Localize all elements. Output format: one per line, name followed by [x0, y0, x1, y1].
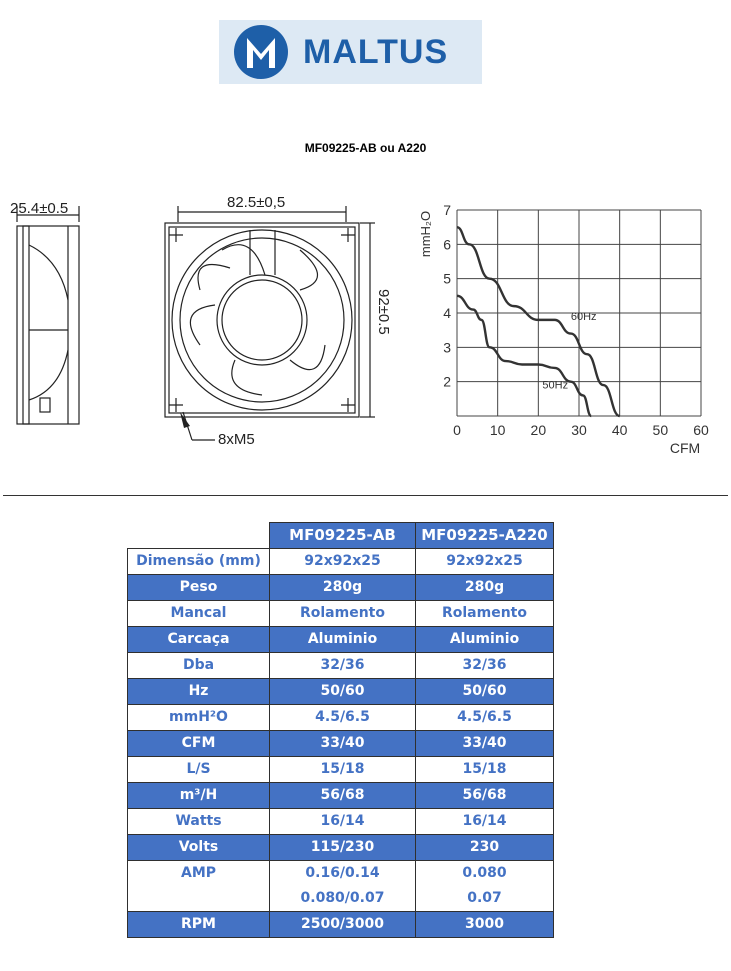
- fan-side-view: [17, 206, 79, 424]
- table-cell: 0.080/0.07: [270, 886, 416, 912]
- row-label: m³/H: [128, 783, 270, 809]
- row-label: [128, 886, 270, 912]
- table-cell: 92x92x25: [270, 549, 416, 575]
- series-label: 50Hz: [542, 379, 569, 392]
- x-tick-label: 0: [453, 422, 461, 438]
- x-axis-label: CFM: [669, 440, 701, 456]
- table-cell: 56/68: [270, 783, 416, 809]
- table-cell: 0.07: [416, 886, 554, 912]
- row-label: Hz: [128, 679, 270, 705]
- table-header-cell: MF09225-AB: [270, 523, 416, 549]
- table-cell: 56/68: [416, 783, 554, 809]
- table-cell: 4.5/6.5: [270, 705, 416, 731]
- screw-label: 8xM5: [218, 431, 255, 448]
- row-label: Dimensão (mm): [128, 549, 270, 575]
- fan-front-view: [165, 206, 375, 440]
- table-cell: 92x92x25: [416, 549, 554, 575]
- table-cell: Aluminio: [416, 627, 554, 653]
- table-cell: 0.16/0.14: [270, 861, 416, 887]
- table-cell: Rolamento: [270, 601, 416, 627]
- table-cell: 280g: [270, 575, 416, 601]
- row-label: Mancal: [128, 601, 270, 627]
- y-tick-label: 7: [443, 202, 451, 218]
- x-tick-label: 60: [693, 422, 709, 438]
- table-cell: 230: [416, 835, 554, 861]
- y-tick-label: 4: [443, 305, 451, 321]
- table-cell: 2500/3000: [270, 912, 416, 938]
- technical-drawing: [0, 185, 731, 475]
- x-tick-label: 30: [571, 422, 587, 438]
- table-corner: [128, 523, 270, 549]
- table-row: [128, 627, 554, 653]
- document-title: MF09225-AB ou A220: [304, 141, 427, 155]
- table-cell: 4.5/6.5: [416, 705, 554, 731]
- table-cell: 50/60: [270, 679, 416, 705]
- table-row: [128, 835, 554, 861]
- table-row: [128, 757, 554, 783]
- side-dimension-label: 25.4±0.5: [10, 200, 69, 217]
- table-row: [128, 783, 554, 809]
- row-label: Peso: [128, 575, 270, 601]
- table-cell: 0.080: [416, 861, 554, 887]
- table-cell: 3000: [416, 912, 554, 938]
- table-row: [128, 912, 554, 938]
- table-cell: 115/230: [270, 835, 416, 861]
- table-row: [128, 886, 554, 912]
- row-label: CFM: [128, 731, 270, 757]
- section-divider: [3, 495, 728, 496]
- table-row: [128, 809, 554, 835]
- x-tick-label: 50: [652, 422, 669, 438]
- front-width-dimension-label: 82.5±0,5: [227, 194, 286, 211]
- table-header-row: [128, 523, 554, 549]
- series-label: 60Hz: [570, 310, 597, 323]
- table-cell: 32/36: [270, 653, 416, 679]
- table-row: [128, 731, 554, 757]
- table-row: [128, 653, 554, 679]
- row-label: Dba: [128, 653, 270, 679]
- row-label: mmH²O: [128, 705, 270, 731]
- table-cell: 280g: [416, 575, 554, 601]
- table-cell: 33/40: [416, 731, 554, 757]
- x-tick-label: 10: [489, 422, 506, 438]
- row-label: AMP: [128, 861, 270, 887]
- table-row: [128, 549, 554, 575]
- table-cell: Rolamento: [416, 601, 554, 627]
- table-cell: 15/18: [416, 757, 554, 783]
- row-label: Watts: [128, 809, 270, 835]
- x-tick-label: 20: [530, 422, 547, 438]
- performance-chart: [418, 202, 709, 456]
- y-tick-label: 2: [443, 373, 451, 390]
- table-cell: 15/18: [270, 757, 416, 783]
- table-cell: 50/60: [416, 679, 554, 705]
- table-header-cell: MF09225-A220: [416, 523, 554, 549]
- spec-table: [127, 522, 554, 938]
- brand-name: MALTUS: [303, 33, 449, 71]
- y-tick-label: 3: [443, 339, 451, 356]
- x-tick-label: 40: [611, 422, 628, 438]
- table-cell: 32/36: [416, 653, 554, 679]
- y-tick-label: 5: [443, 270, 451, 287]
- table-cell: 16/14: [270, 809, 416, 835]
- front-height-dimension-label: 92±0.5: [375, 289, 392, 335]
- table-row: [128, 861, 554, 887]
- row-label: Carcaça: [128, 627, 270, 653]
- table-cell: 16/14: [416, 809, 554, 835]
- table-row: [128, 601, 554, 627]
- table-cell: Aluminio: [270, 627, 416, 653]
- row-label: RPM: [128, 912, 270, 938]
- table-row: [128, 705, 554, 731]
- row-label: L/S: [128, 757, 270, 783]
- table-row: [128, 679, 554, 705]
- table-cell: 33/40: [270, 731, 416, 757]
- table-row: [128, 575, 554, 601]
- y-axis-label: mmH₂O: [418, 210, 433, 258]
- row-label: Volts: [128, 835, 270, 861]
- y-tick-label: 6: [443, 236, 451, 253]
